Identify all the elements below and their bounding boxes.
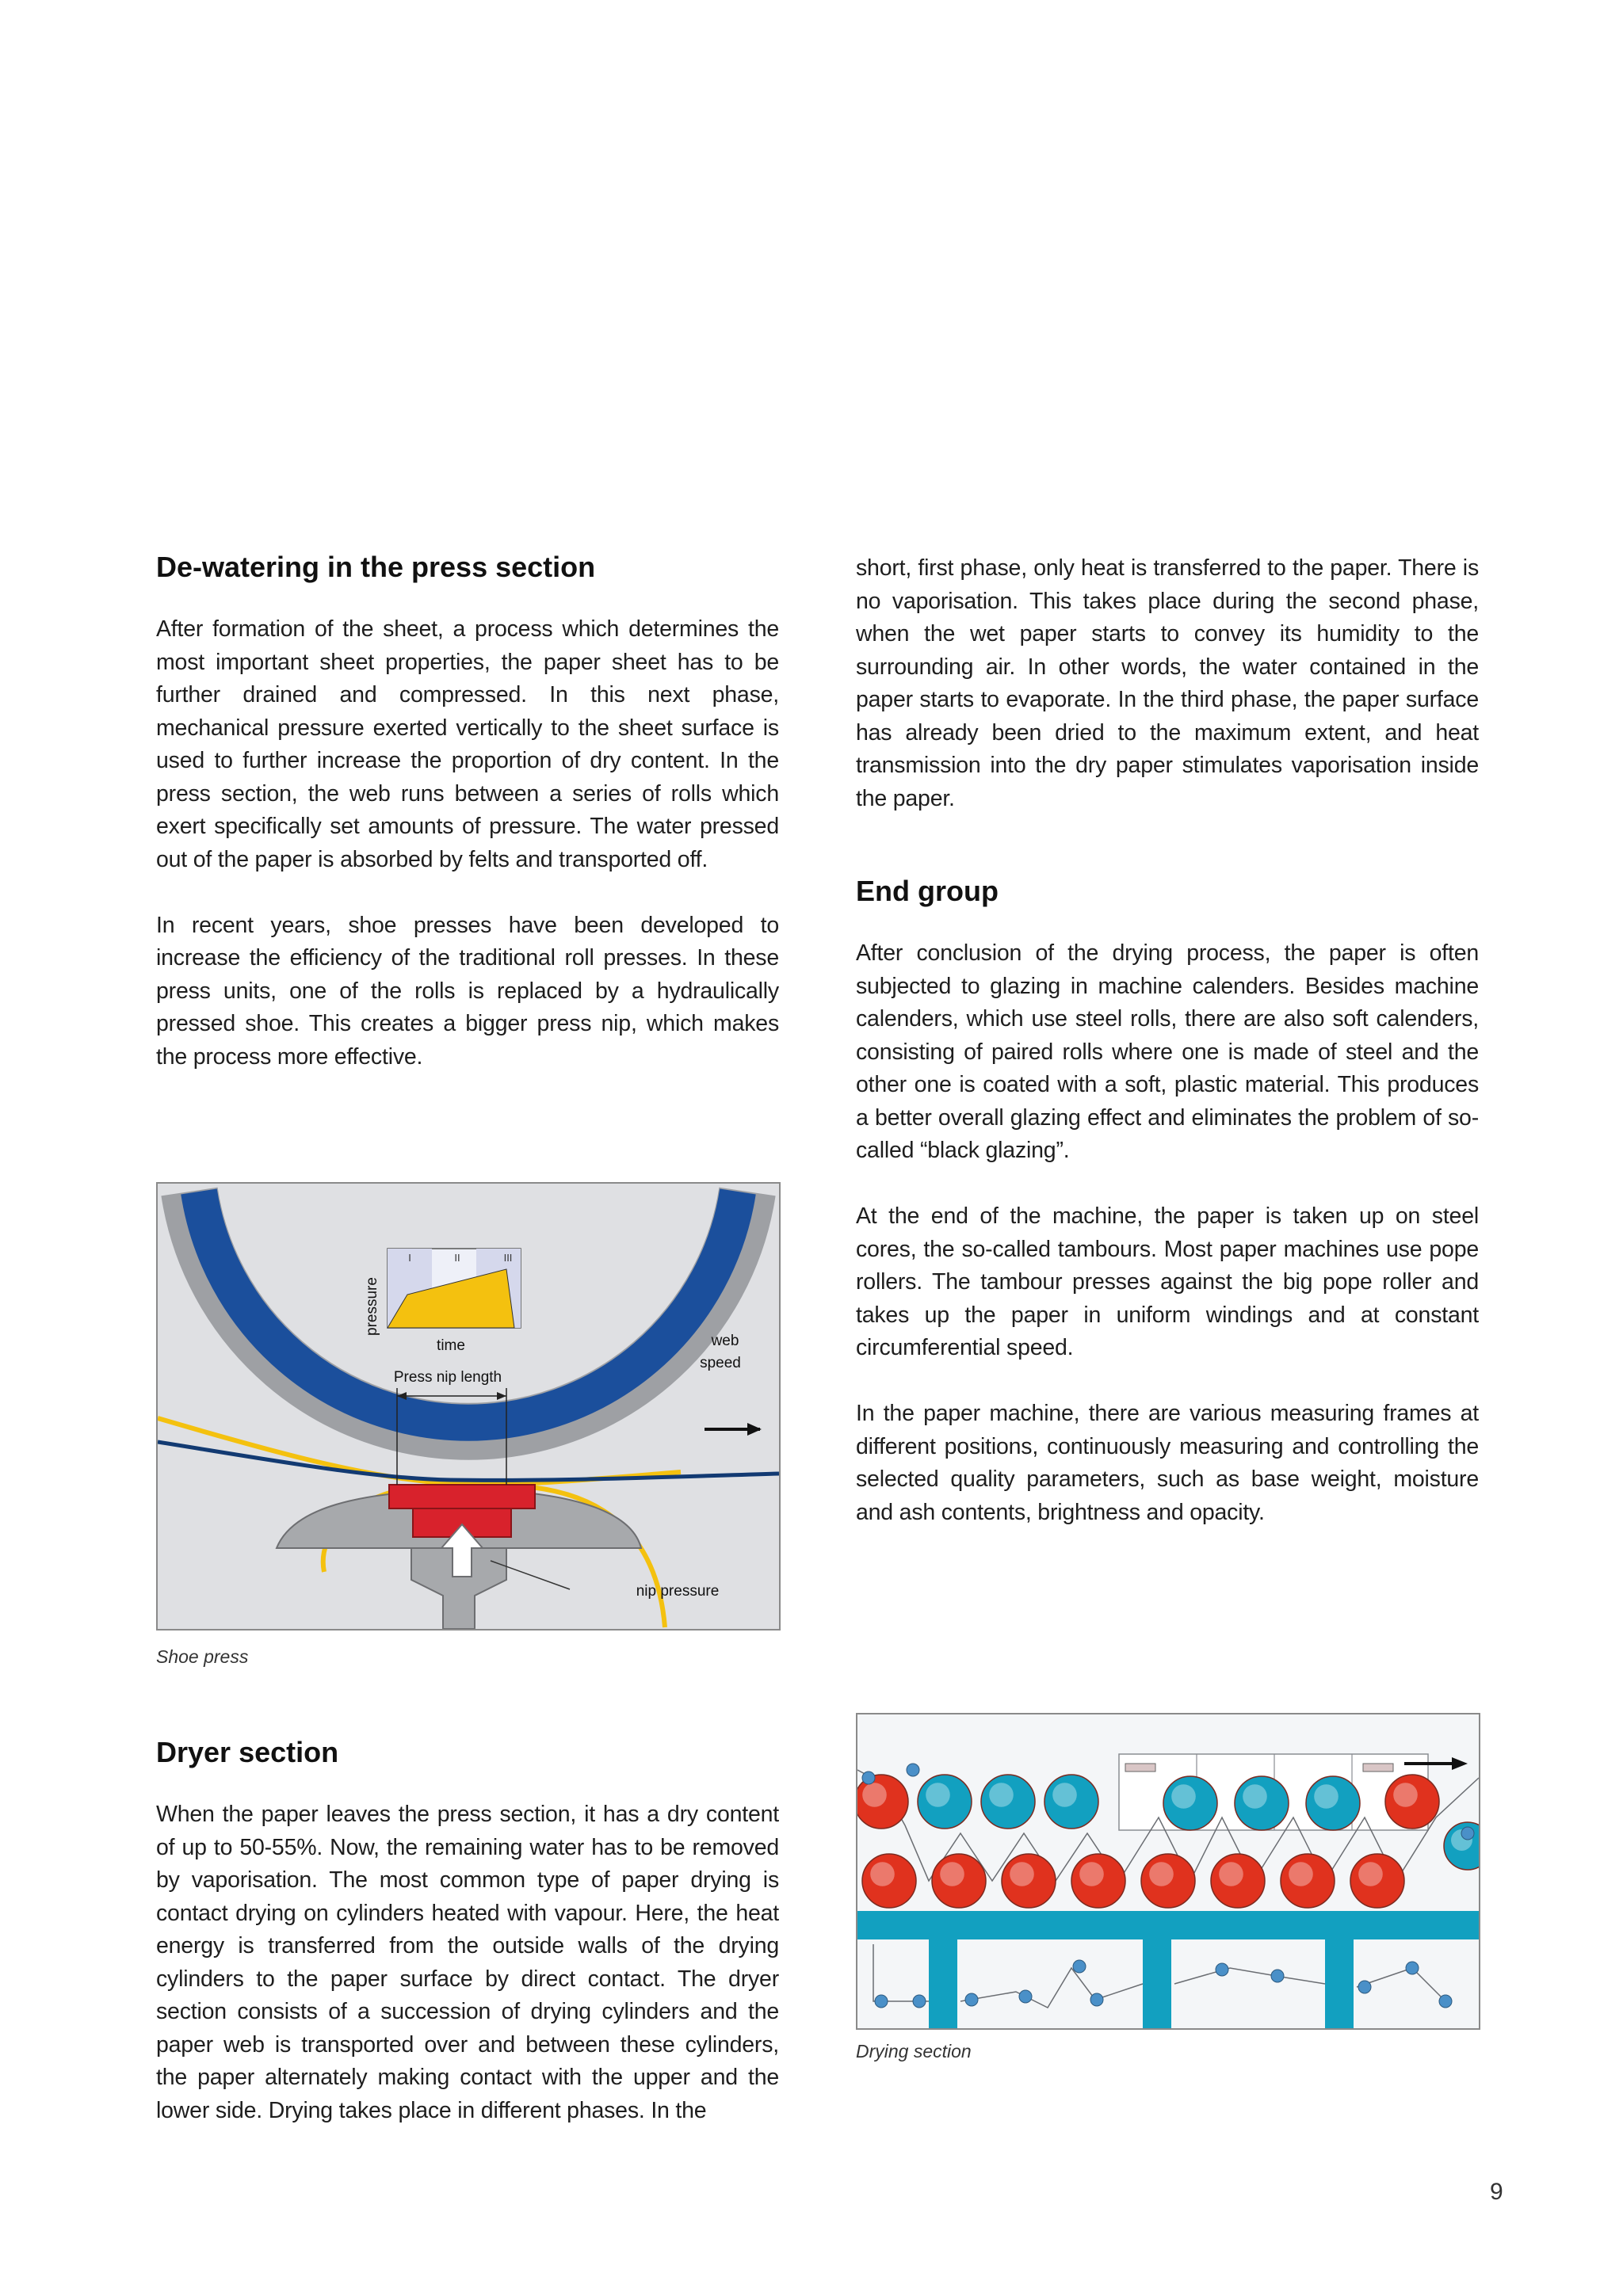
upper-dryer-cylinder-2-highlight: [926, 1783, 950, 1807]
left-column-dryer: [156, 1732, 779, 2127]
caption-shoe-press: Shoe press: [156, 1646, 249, 1667]
upper-dryer-cylinder-3-highlight: [989, 1783, 1014, 1807]
lower-dryer-cylinder-7-highlight: [1289, 1862, 1313, 1886]
guide-roll-1: [862, 1772, 875, 1784]
heading-press-section: De-watering in the press section: [156, 551, 596, 583]
guide-roll-10: [1271, 1970, 1284, 1982]
right-column: [856, 552, 1479, 1529]
guide-roll-12: [1406, 1962, 1419, 1974]
lower-dryer-cylinder-8-highlight: [1358, 1862, 1383, 1886]
press-nip-length-label: Press nip length: [393, 1369, 502, 1386]
guide-roll-4: [913, 1995, 926, 2008]
frame-leg-3: [1325, 1939, 1354, 2028]
guide-roll-7: [1073, 1960, 1086, 1973]
upper-dryer-cylinder-7-highlight: [1314, 1784, 1338, 1809]
caption-drying-section: Drying section: [856, 2041, 972, 2061]
lower-dryer-cylinder-3-highlight: [1010, 1862, 1034, 1886]
guide-roll-3: [875, 1995, 888, 2008]
web-label: web: [711, 1333, 739, 1349]
guide-roll-5: [965, 1993, 978, 2006]
figure-drying-section: [856, 1713, 1480, 2030]
paragraph-drying-phases: short, first phase, only heat is transferred to the paper. There is no vaporisation. This takes place during the second phase, when the wet paper starts to convey its humidity to the surrounding air. In other words, the water contained in the paper starts to evaporate. In the third phase, the paper surface has already been dried to the maximum extent, and heat transmission into the dry paper stimulates vaporisation inside the paper.: [856, 555, 1479, 811]
lower-dryer-cylinder-4-highlight: [1079, 1862, 1104, 1886]
frame-leg-2: [1143, 1939, 1171, 2028]
nip-length-arrow-right: [497, 1392, 506, 1400]
phase-three-label: III: [503, 1252, 513, 1264]
heading-dryer-section: Dryer section: [156, 1736, 339, 1768]
phase-one-label: I: [408, 1252, 411, 1264]
time-axis-label: time: [437, 1337, 465, 1354]
nip-pressure-label: nip pressure: [636, 1583, 720, 1600]
phase-two-label: II: [454, 1252, 460, 1264]
paragraph-end-group-2: At the end of the machine, the paper is taken up on steel cores, the so-called tambours. Most paper machines use pope rollers. The tambour presses against the big pope roller and takes up the paper in uniform windings and at constant circumferential speed.: [856, 1203, 1479, 1360]
lower-dryer-cylinder-1-highlight: [870, 1862, 895, 1886]
lower-dryer-cylinder-5-highlight: [1149, 1862, 1174, 1886]
heading-end-group: End group: [856, 875, 999, 907]
upper-dryer-cylinder-8-highlight: [1393, 1783, 1418, 1807]
figure-shoe-press: [156, 1182, 781, 1630]
web-direction-arrow-icon: [1452, 1757, 1468, 1770]
paragraph-dryer-1: When the paper leaves the press section, it has a dry content of up to 50-55%. Now, the remaining water has to be removed by vaporisation. The most common type of paper drying is contact drying on cylinders heated with vapour. Here, the heat energy is transferred from the outside walls of the drying cylinders to the paper surface by direct contact. The dryer section consists of a succession of drying cylinders and the paper web is transported over and between these cylinders, the paper alternately making contact with the upper and the lower side. Drying takes place in different phases. In the: [156, 1802, 779, 2123]
guide-roll-6: [1019, 1990, 1032, 2003]
pressure-axis-label: pressure: [364, 1277, 380, 1336]
frame-leg-1: [929, 1939, 957, 2028]
upper-dryer-cylinder-5-highlight: [1171, 1784, 1196, 1809]
paragraph-end-group-3: In the paper machine, there are various measuring frames at different positions, continuously measuring and controlling the selected quality parameters, such as base weight, moisture and ash contents, brightness and opacity.: [856, 1401, 1479, 1525]
upper-dryer-cylinder-4-highlight: [1052, 1783, 1077, 1807]
upper-dryer-cylinder-6-highlight: [1243, 1784, 1267, 1809]
machine-frame-beam: [857, 1911, 1479, 1939]
guide-roll-2: [907, 1764, 919, 1776]
drying-section-diagram: [857, 1714, 1479, 2028]
sensor-box-right: [1363, 1764, 1393, 1772]
web-speed-arrow-icon: [747, 1423, 762, 1436]
upper-dryer-cylinder-1-highlight: [862, 1783, 887, 1807]
guide-roll-11: [1358, 1981, 1371, 1993]
dryer-cylinders: [857, 1775, 1479, 1908]
guide-roll-14: [1461, 1827, 1474, 1840]
lower-dryer-cylinder-6-highlight: [1219, 1862, 1243, 1886]
guide-roll-8: [1090, 1993, 1103, 2006]
sensor-box-left: [1125, 1764, 1155, 1772]
page-number: 9: [1490, 2179, 1503, 2205]
paragraph-press-2: In recent years, shoe presses have been developed to increase the efficiency of the traditional roll presses. In these press units, one of the rolls is replaced by a hydraulically pressed shoe. This creates a bigger press nip, which makes the process more effective.: [156, 912, 779, 1070]
red-shoe: [389, 1485, 535, 1508]
paragraph-press-1: After formation of the sheet, a process which determines the most important sheet properties, the paper sheet has to be further drained and compressed. In this next phase, mechanical pressure exerted vertically to the sheet surface is used to further increase the proportion of dry content. In the press section, the web runs between a series of rolls which exert specifically set amounts of pressure. The water pressed out of the paper is absorbed by felts and transported off.: [156, 616, 779, 872]
left-column: [156, 547, 779, 1074]
guide-roll-9: [1216, 1963, 1228, 1976]
shoe-press-diagram: [158, 1184, 779, 1629]
paragraph-end-group-1: After conclusion of the drying process, the paper is often subjected to glazing in machine calenders. Besides machine calenders, which use steel rolls, there are also soft calenders, consisting of paired rolls where one is made of steel and the other one is coated with a soft, plastic material. This produces a better overall glazing effect and eliminates the problem of so-called “black glazing”.: [856, 940, 1479, 1163]
speed-label: speed: [700, 1355, 741, 1371]
guide-roll-13: [1439, 1995, 1452, 2008]
lower-dryer-cylinder-2-highlight: [940, 1862, 964, 1886]
